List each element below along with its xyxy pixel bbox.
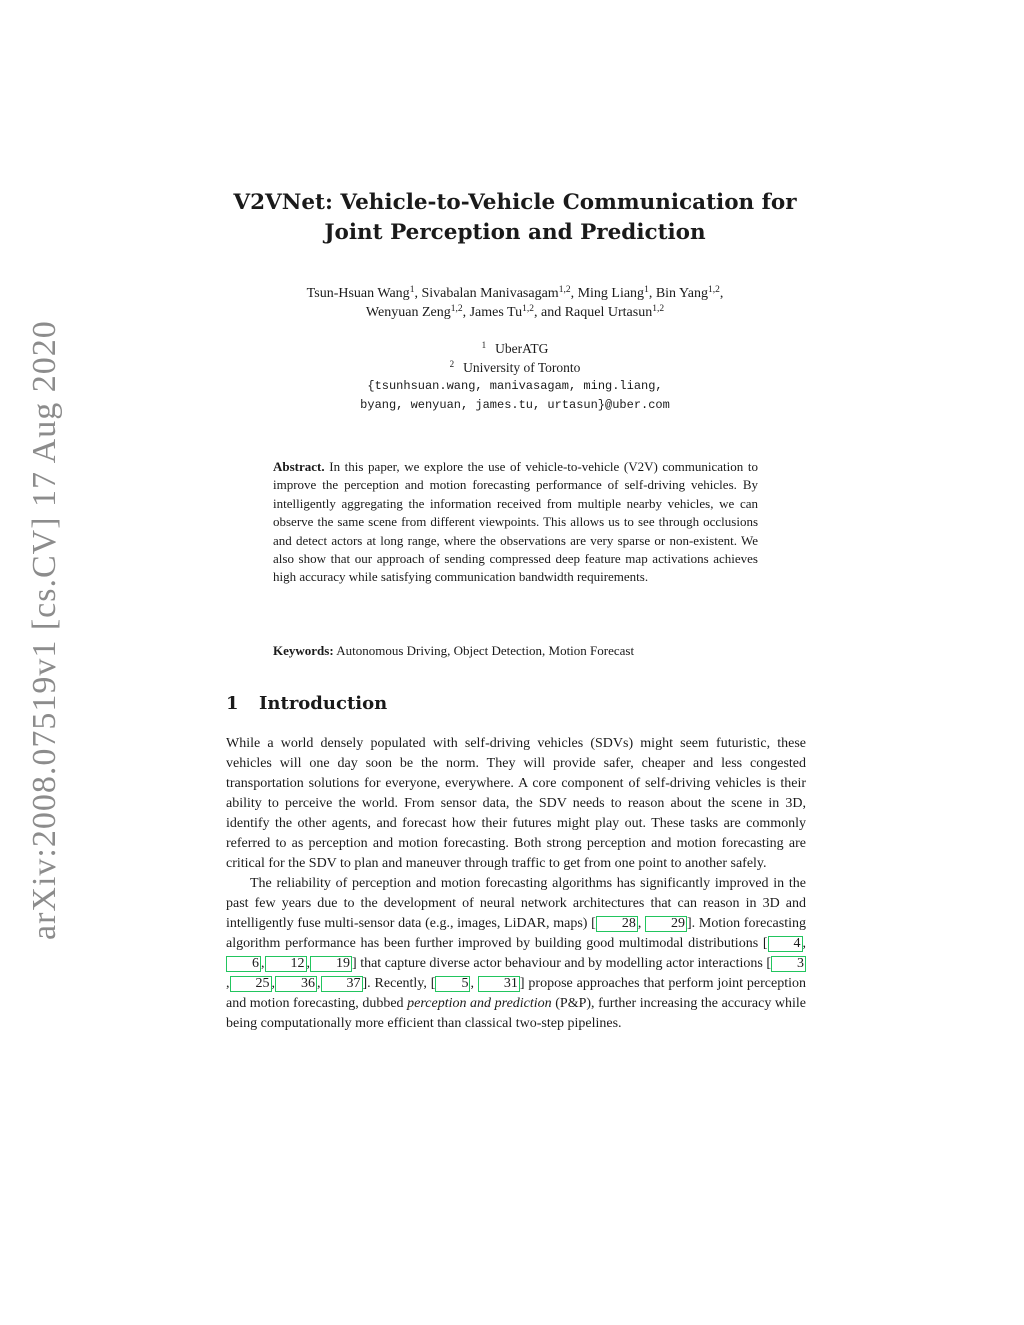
citation-link[interactable]: 28 [596,916,638,932]
intro-text: The reliability of perception and motion forecasting algorithms has significantly improved in the past few years due to the development of neural network architectures that can reason in 3D and intelligently fuse multi-sensor data (e.g., images, LiDAR, maps) [ [226,876,806,931]
author-name: Tsun-Hsuan Wang [306,286,410,301]
author-affil-mark: 1,2 [652,304,665,314]
author-name: Wenyuan Zeng [365,305,451,320]
keywords-label: Keywords: [273,643,334,658]
author-line-1: Tsun-Hsuan Wang$^1$, Sivabalan Manivasagam$^{1,2}$, Ming Liang$^1$, Bin Yang$^{1,2}$, [306,285,724,301]
author-name: Bin Yang [655,286,708,301]
author-affil-mark: 1,2 [450,304,463,314]
intro-emphasis: perception and prediction [407,996,552,1011]
intro-text: ]. Motion forecasting algorithm performance has been further improved by building good multimodal distributions [ [226,916,806,951]
intro-text: ] propose approaches that perform joint perception and motion forecasting, dubbed [226,976,806,1011]
citation-link[interactable]: 31 [478,976,520,992]
affiliation-name: UberATG [495,341,549,356]
intro-paragraph-2: The reliability of perception and motion forecasting algorithms has significantly improved in the past few years due to the development of neural network architectures that can reason in 3D and intelligently fuse multi-sensor data (e.g., images, LiDAR, maps) [ 28 , 29 ]. Motion forecasting algorithm performance has been further improved by building good multimodal distributions [ 4 ,6 , 12 , 19 ] that capture diverse actor behaviour and by modelling actor interactions [ 3, 25 , 36 , 37 ]. Recently, [ 5 , 31 ] propose approaches that perform joint perception and motion forecasting, dubbed perception and prediction (P&P), further increasing the accuracy while being computationally more efficient than classical two-step pipelines. [226,876,807,1031]
title-line-1: V2VNet: Vehicle-to-Vehicle Communication for [233,190,797,215]
intro-paragraph-1: While a world densely populated with self-driving vehicles (SDVs) might seem futuristic, these vehicles will one day soon be the norm. They will provide safer, cheaper and less congested transportation solutions for everyone, everywhere. A core component of self-driving vehicles is their ability to perceive the world. From sensor data, the SDV needs to reason about the scene in 3D, identify the other agents, and forecast how their futures might play out. These tasks are commonly referred to as perception and motion forecasting. Both strong perception and motion forecasting are critical for the SDV to plan and maneuver through traffic to get from one point to another safely. [226,736,806,871]
intro-text: ] that capture diverse actor behaviour and by modelling actor interactions [ [352,956,771,971]
intro-text: ]. Recently, [ [362,976,436,991]
citation-link[interactable]: 3 [771,956,806,972]
abstract-label: Abstract. [273,459,325,474]
citation-link[interactable]: 36 [275,976,317,992]
citation-link[interactable]: 37 [321,976,363,992]
author-affil-mark: 1 [644,285,649,295]
author-affil-mark: 1 [409,285,415,295]
author-list [200,284,830,322]
citation-link[interactable]: 29 [645,916,687,932]
introduction-body [226,734,806,1034]
author-conjunction: and [541,305,562,320]
affiliation-name: University of Toronto [463,360,581,375]
paper-title [200,188,830,248]
affiliation-mark: 1 [481,340,487,350]
keywords-text: Autonomous Driving, Object Detection, Motion Forecast [336,643,635,658]
affiliations [200,339,830,415]
author-line-2: Wenyuan Zeng$^{1,2}$, James Tu$^{1,2}$, and Raquel Urtasun$^{1,2}$ [365,304,665,320]
author-name: James Tu [469,305,523,320]
abstract [273,458,758,587]
author-name: Sivabalan Manivasagam [421,286,559,301]
citation-link[interactable]: 5 [435,976,470,992]
section-heading-introduction [226,692,806,716]
citation-link[interactable]: 12 [265,956,307,972]
email-line-2: byang, wenyuan, james.tu, urtasun}@uber.com [360,398,670,412]
citation-link[interactable]: 6 [226,956,261,972]
author-name: Raquel Urtasun [564,305,653,320]
title-line-2: Joint Perception and Prediction [324,220,706,245]
abstract-text: In this paper, we explore the use of vehicle-to-vehicle (V2V) communication to improve the perception and motion forecasting performance of self-driving vehicles. By intelligently aggregating the information received from multiple nearby vehicles, we can observe the same scene from different viewpoints. This allows us to see through occlusions and detect actors at long range, where the observations are very sparse or non-existent. We also show that our approach of sending compressed deep feature map activations achieves high accuracy while satisfying communication bandwidth requirements. [273,459,758,585]
author-affil-mark: 1,2 [707,285,720,295]
keywords [273,642,758,660]
email-line-1: {tsunhsuan.wang, manivasagam, ming.liang, [367,379,663,393]
affiliation-mark: 2 [449,359,455,369]
intro-text: (P&P), further increasing the accuracy while being computationally more efficient than classical two-step pipelines. [226,996,807,1031]
author-affil-mark: 1,2 [522,304,534,314]
author-name: Ming Liang [577,286,645,301]
citation-link[interactable]: 4 [768,936,803,952]
affiliation-2 [200,358,830,377]
citation-link[interactable]: 25 [230,976,272,992]
citation-link[interactable]: 19 [310,956,352,972]
arxiv-identifier: arXiv:2008.07519v1 [cs.CV] 17 Aug 2020 [26,320,63,940]
section-number: 1 [226,693,239,714]
author-affil-mark: 1,2 [558,285,571,295]
affiliation-1 [200,339,830,358]
section-title: Introduction [259,693,388,714]
